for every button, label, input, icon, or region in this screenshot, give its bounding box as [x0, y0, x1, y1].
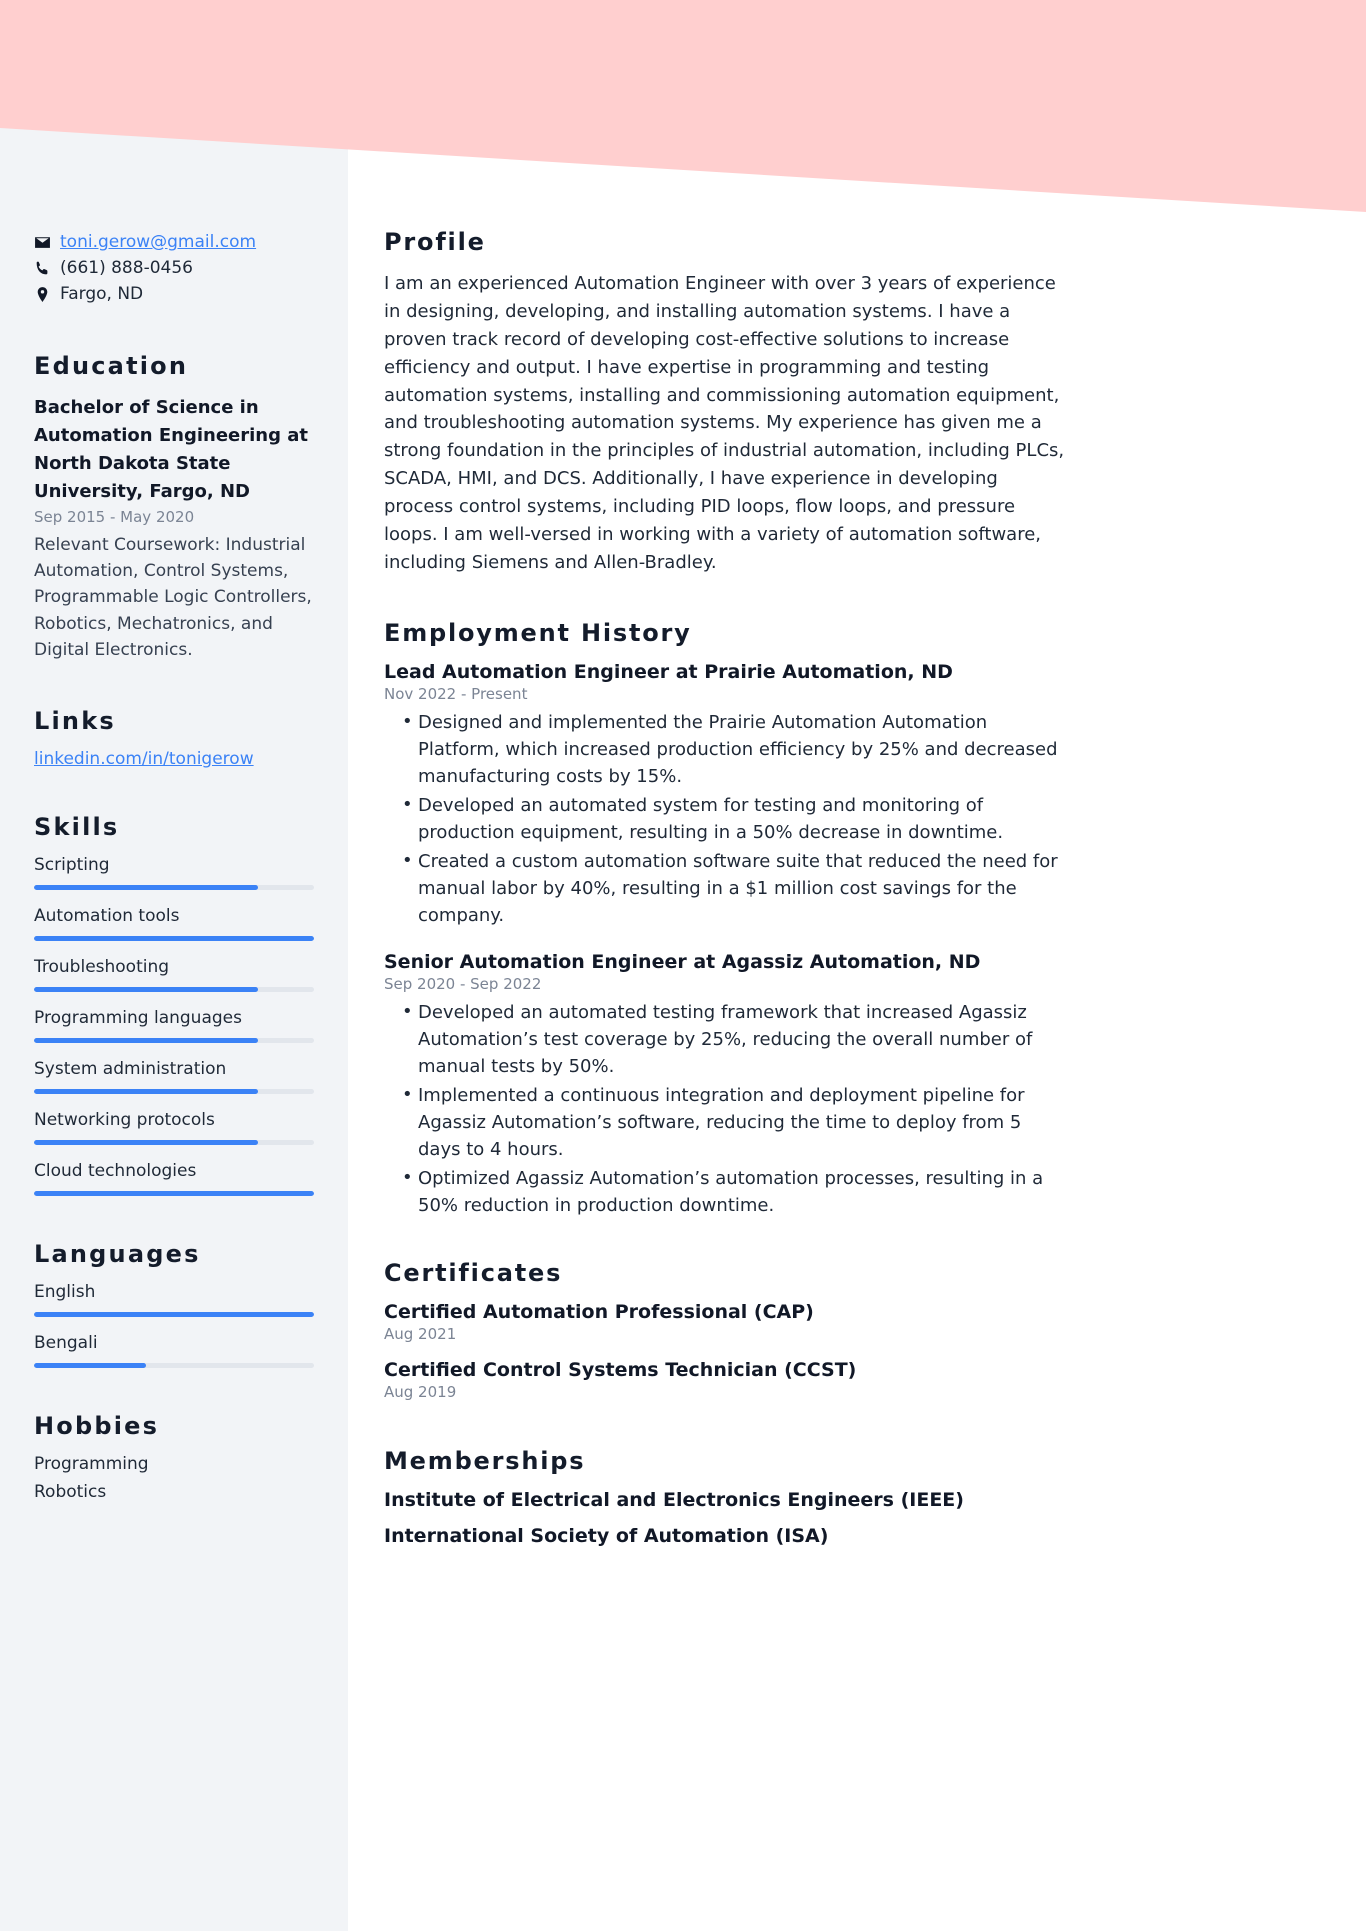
skill-bar-track [34, 1140, 314, 1145]
skill-label: Cloud technologies [34, 1161, 197, 1182]
certificate-entry [384, 1359, 1066, 1401]
profile-text: I am an experienced Automation Engineer with over 3 years of experience in designing, developing, and installing automation systems. I have a proven track record of developing cost-effective solutions to increase efficiency and output. I have expertise in programming and testing automation systems, installing and commissioning automation equipment, and troubleshooting automation systems. My experience has given me a strong foundation in the principles of industrial automation, including PLCs, SCADA, HMI, and DCS. Additionally, I have experience in developing process control systems, including PID loops, flow loops, and pressure loops. I am well-versed in working with a variety of automation software, including Siemens and Allen-Bradley. [384, 273, 1065, 573]
education-degree: Bachelor of Science in Automation Engineering at North Dakota State University, Fargo, ND [34, 397, 308, 502]
skill-row [34, 1059, 314, 1094]
language-bar-track [34, 1363, 314, 1368]
education-heading: Education [34, 352, 189, 380]
skill-bar-fill [34, 1089, 258, 1094]
jobs-list [384, 661, 1066, 1219]
skill-bar-fill [34, 885, 258, 890]
language-bar-track [34, 1312, 314, 1317]
skill-row [34, 855, 314, 890]
job-bullet: • Optimized Agassiz Automation’s automation processes, resulting in a 50% reduction in production downtime. [384, 1165, 1066, 1219]
skill-label: Networking protocols [34, 1110, 215, 1131]
profile-heading: Profile [384, 228, 486, 256]
hobbies-block [34, 1412, 314, 1502]
skill-bar-track [34, 885, 314, 890]
job-entry [384, 661, 1066, 929]
link-item-linkedin[interactable]: linkedin.com/in/tonigerow [34, 749, 254, 770]
certificate-date: Aug 2021 [384, 1324, 457, 1343]
skill-bar-fill [34, 1191, 314, 1196]
skill-row [34, 1110, 314, 1145]
job-bullet-list [384, 709, 1066, 929]
skill-bar-fill [34, 936, 314, 941]
contact-location-row [34, 284, 314, 304]
employment-heading: Employment History [384, 618, 692, 647]
skill-bar-fill [34, 1140, 258, 1145]
skill-bar-track [34, 936, 314, 941]
employment-block [384, 619, 1066, 1219]
skill-bar-track [34, 1089, 314, 1094]
skill-row [34, 1161, 314, 1196]
contact-email-row[interactable] [34, 232, 314, 252]
sidebar [0, 0, 348, 1931]
education-block [34, 352, 314, 663]
phone-icon [34, 260, 60, 277]
certificate-date: Aug 2019 [384, 1382, 457, 1401]
certificates-heading: Certificates [384, 1258, 563, 1287]
memberships-list [384, 1489, 1066, 1547]
job-bullet: • Developed an automated testing framework that increased Agassiz Automation’s test coverage by 25%, reducing the overall number of manual tests by 50%. [384, 999, 1066, 1080]
links-block [34, 707, 314, 769]
skill-row [34, 1008, 314, 1043]
languages-heading: Languages [34, 1240, 201, 1269]
hobby-item: Robotics [34, 1482, 107, 1503]
job-entry [384, 951, 1066, 1219]
skill-label: Programming languages [34, 1008, 242, 1029]
job-date: Sep 2020 - Sep 2022 [384, 974, 542, 993]
job-bullet: • Developed an automated system for testing and monitoring of production equipment, resulting in a 50% decrease in downtime. [384, 792, 1066, 846]
skill-label: Automation tools [34, 906, 180, 927]
contact-phone-text: (661) 888-0456 [60, 258, 193, 278]
skill-bar-track [34, 987, 314, 992]
job-bullet: • Designed and implemented the Prairie Automation Automation Platform, which increased production efficiency by 25% and decreased manufacturing costs by 15%. [384, 709, 1066, 790]
job-title: Senior Automation Engineer at Agassiz Automation, ND [384, 950, 981, 973]
certificate-name: Certified Automation Professional (CAP) [384, 1300, 814, 1323]
main-content [348, 0, 1366, 1931]
language-bar-fill [34, 1363, 146, 1368]
envelope-icon [34, 234, 60, 251]
hobbies-list [34, 1454, 314, 1502]
skill-bar-fill [34, 987, 258, 992]
skill-label: System administration [34, 1059, 227, 1080]
job-bullet-list [384, 999, 1066, 1219]
links-heading: Links [34, 707, 116, 736]
skill-row [34, 906, 314, 941]
language-label: English [34, 1282, 96, 1303]
languages-block [34, 1240, 314, 1368]
education-date: Sep 2015 - May 2020 [34, 507, 195, 526]
skill-bar-track [34, 1191, 314, 1196]
job-bullet: • Created a custom automation software suite that reduced the need for manual labor by 40%, resulting in a $1 million cost savings for the company. [384, 848, 1066, 929]
certificates-list [384, 1301, 1066, 1401]
membership-item: International Society of Automation (ISA) [384, 1524, 829, 1547]
language-label: Bengali [34, 1333, 98, 1354]
hobby-item: Programming [34, 1454, 149, 1475]
skill-row [34, 957, 314, 992]
membership-item: Institute of Electrical and Electronics Engineers (IEEE) [384, 1488, 964, 1511]
job-bullet: • Implemented a continuous integration and deployment pipeline for Agassiz Automation’s software, reducing the time to deploy from 5 days to 4 hours. [384, 1082, 1066, 1163]
certificates-block [384, 1259, 1066, 1401]
contact-phone-row [34, 258, 314, 278]
skill-bar-fill [34, 1038, 258, 1043]
job-title: Lead Automation Engineer at Prairie Automation, ND [384, 660, 953, 683]
language-bar-fill [34, 1312, 314, 1317]
memberships-block [384, 1447, 1066, 1547]
skills-block [34, 813, 314, 1196]
skill-label: Scripting [34, 855, 110, 876]
language-row [34, 1333, 314, 1368]
skills-heading: Skills [34, 813, 120, 842]
skill-bar-track [34, 1038, 314, 1043]
contact-email-link[interactable]: toni.gerow@gmail.com [60, 232, 257, 252]
hobbies-heading: Hobbies [34, 1412, 160, 1441]
memberships-heading: Memberships [384, 1446, 586, 1475]
contact-block [34, 232, 314, 304]
skill-label: Troubleshooting [34, 957, 170, 978]
profile-block [384, 228, 1066, 577]
languages-list [34, 1282, 314, 1368]
job-date: Nov 2022 - Present [384, 684, 528, 703]
education-description: Relevant Coursework: Industrial Automation, Control Systems, Programmable Logic Controllers, Robotics, Mechatronics, and Digital Electronics. [34, 534, 312, 660]
language-row [34, 1282, 314, 1317]
contact-location-text: Fargo, ND [60, 284, 144, 304]
map-pin-icon [34, 286, 60, 303]
skills-list [34, 855, 314, 1196]
certificate-entry [384, 1301, 1066, 1343]
certificate-name: Certified Control Systems Technician (CCST) [384, 1358, 857, 1381]
